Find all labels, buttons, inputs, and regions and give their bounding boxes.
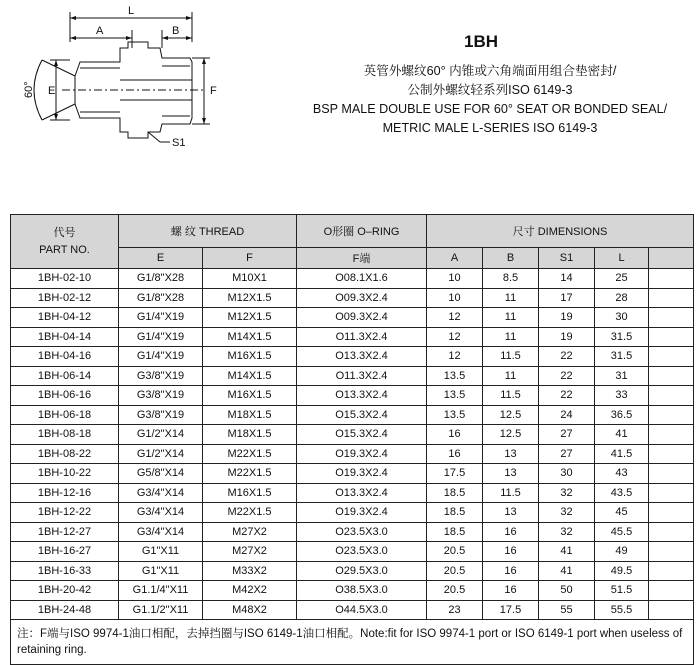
table-row <box>11 308 694 328</box>
dim-l-cell: 41 <box>595 425 649 445</box>
thread-e-cell: G1/8"X28 <box>119 288 203 308</box>
dim-a-cell: 13.5 <box>427 386 483 406</box>
dim-l-cell: 31 <box>595 366 649 386</box>
thread-e-cell: G1"X11 <box>119 561 203 581</box>
thread-e-cell: G1/2"X14 <box>119 444 203 464</box>
dim-a-label: A <box>96 25 104 37</box>
dim-l-cell: 43 <box>595 464 649 484</box>
dim-s1-cell: 30 <box>539 464 595 484</box>
spec-table <box>10 214 694 665</box>
thread-e-cell: G3/8"X19 <box>119 366 203 386</box>
oring-cell: O19.3X2.4 <box>297 464 427 484</box>
subheader-l: L <box>595 248 649 269</box>
part-no-cell: 1BH-06-18 <box>11 405 119 425</box>
dim-l-cell: 25 <box>595 269 649 289</box>
oring-cell: O08.1X1.6 <box>297 269 427 289</box>
blank-cell <box>649 444 694 464</box>
oring-cell: O11.3X2.4 <box>297 366 427 386</box>
dim-a-cell: 20.5 <box>427 542 483 562</box>
dim-l-cell: 45 <box>595 503 649 523</box>
thread-e-cell: G1/4"X19 <box>119 327 203 347</box>
dim-a-cell: 10 <box>427 288 483 308</box>
thread-f-cell: M16X1.5 <box>203 347 297 367</box>
thread-f-cell: M22X1.5 <box>203 444 297 464</box>
title-en-line-1: BSP MALE DOUBLE USE FOR 60° SEAT OR BONDED SEAL/ <box>312 102 668 116</box>
thread-e-cell: G1/4"X19 <box>119 347 203 367</box>
header-part-no <box>11 215 119 269</box>
oring-cell: O11.3X2.4 <box>297 327 427 347</box>
dim-b-cell: 12.5 <box>483 405 539 425</box>
oring-cell: O23.5X3.0 <box>297 542 427 562</box>
table-body <box>11 269 694 620</box>
dim-a-cell: 13.5 <box>427 366 483 386</box>
dim-s1-cell: 41 <box>539 542 595 562</box>
dim-l-cell: 49 <box>595 542 649 562</box>
blank-cell <box>649 269 694 289</box>
thread-e-cell: G1.1/4"X11 <box>119 581 203 601</box>
title-block <box>300 62 680 138</box>
thread-e-cell: G1/8"X28 <box>119 269 203 289</box>
dim-b-cell: 11 <box>483 327 539 347</box>
thread-f-cell: M18X1.5 <box>203 425 297 445</box>
dim-b-cell: 16 <box>483 522 539 542</box>
dim-l-cell: 51.5 <box>595 581 649 601</box>
thread-e-cell: G3/8"X19 <box>119 405 203 425</box>
dim-l-label: L <box>128 5 135 17</box>
fitting-drawing <box>20 2 220 154</box>
title-cn-line-1: 英管外螺纹60° 内锥或六角端面用组合垫密封/ <box>363 64 617 78</box>
blank-cell <box>649 522 694 542</box>
thread-f-cell: M27X2 <box>203 542 297 562</box>
part-no-cell: 1BH-16-27 <box>11 542 119 562</box>
thread-e-cell: G1/2"X14 <box>119 425 203 445</box>
thread-f-cell: M18X1.5 <box>203 405 297 425</box>
dim-a-cell: 23 <box>427 600 483 620</box>
dim-a-cell: 13.5 <box>427 405 483 425</box>
oring-cell: O38.5X3.0 <box>297 581 427 601</box>
oring-cell: O44.5X3.0 <box>297 600 427 620</box>
subheader-f-end: F端 <box>297 248 427 269</box>
dim-l-cell: 33 <box>595 386 649 406</box>
thread-f-cell: M10X1 <box>203 269 297 289</box>
table-row <box>11 600 694 620</box>
blank-cell <box>649 464 694 484</box>
thread-e-cell: G3/4"X14 <box>119 503 203 523</box>
table-note: 注：F端与ISO 9974-1油口相配，去掉挡圈与ISO 6149-1油口相配。Note:fit for ISO 9974-1 port or ISO 6149-1 port when useless of retaining ring. <box>11 620 694 665</box>
subheader-e: E <box>119 248 203 269</box>
thread-f-cell: M22X1.5 <box>203 464 297 484</box>
thread-f-cell: M14X1.5 <box>203 327 297 347</box>
dim-s1-cell: 32 <box>539 522 595 542</box>
header-dimensions: 尺寸 DIMENSIONS <box>427 215 694 248</box>
dim-b-cell: 11 <box>483 366 539 386</box>
dim-b-cell: 12.5 <box>483 425 539 445</box>
dim-b-cell: 11.5 <box>483 347 539 367</box>
blank-cell <box>649 425 694 445</box>
dim-l-cell: 41.5 <box>595 444 649 464</box>
table-row <box>11 542 694 562</box>
table-row <box>11 347 694 367</box>
thread-f-cell: M27X2 <box>203 522 297 542</box>
dim-s1-cell: 55 <box>539 600 595 620</box>
dim-s1-cell: 41 <box>539 561 595 581</box>
part-no-cell: 1BH-06-16 <box>11 386 119 406</box>
blank-cell <box>649 366 694 386</box>
dim-f-label: F <box>210 85 217 97</box>
part-no-cell: 1BH-06-14 <box>11 366 119 386</box>
dim-s1-cell: 14 <box>539 269 595 289</box>
oring-cell: O13.3X2.4 <box>297 386 427 406</box>
table-row <box>11 405 694 425</box>
thread-f-cell: M22X1.5 <box>203 503 297 523</box>
oring-cell: O13.3X2.4 <box>297 347 427 367</box>
dim-a-cell: 12 <box>427 327 483 347</box>
dim-b-cell: 11 <box>483 288 539 308</box>
dim-s1-cell: 32 <box>539 503 595 523</box>
dim-s1-cell: 19 <box>539 327 595 347</box>
blank-cell <box>649 483 694 503</box>
dim-a-cell: 20.5 <box>427 561 483 581</box>
oring-cell: O15.3X2.4 <box>297 405 427 425</box>
part-no-cell: 1BH-12-16 <box>11 483 119 503</box>
dim-s1-cell: 50 <box>539 581 595 601</box>
table-row <box>11 288 694 308</box>
dim-b-cell: 13 <box>483 444 539 464</box>
table-row <box>11 425 694 445</box>
dim-s1-cell: 22 <box>539 386 595 406</box>
dim-a-cell: 12 <box>427 347 483 367</box>
subheader-b: B <box>483 248 539 269</box>
header-oring: O形圈 O–RING <box>297 215 427 248</box>
oring-cell: O09.3X2.4 <box>297 308 427 328</box>
dim-a-cell: 18.5 <box>427 522 483 542</box>
part-no-cell: 1BH-10-22 <box>11 464 119 484</box>
oring-cell: O09.3X2.4 <box>297 288 427 308</box>
dim-b-cell: 16 <box>483 561 539 581</box>
oring-cell: O23.5X3.0 <box>297 522 427 542</box>
subheader-s1: S1 <box>539 248 595 269</box>
dim-l-cell: 30 <box>595 308 649 328</box>
blank-cell <box>649 308 694 328</box>
part-no-cell: 1BH-24-48 <box>11 600 119 620</box>
part-no-cell: 1BH-08-22 <box>11 444 119 464</box>
dim-l-cell: 49.5 <box>595 561 649 581</box>
dim-s1-label: S1 <box>172 137 186 149</box>
part-no-cell: 1BH-02-12 <box>11 288 119 308</box>
table-row <box>11 327 694 347</box>
blank-cell <box>649 542 694 562</box>
dim-b-label: B <box>172 25 180 37</box>
header-thread: 螺 纹 THREAD <box>119 215 297 248</box>
title-en-line-2: METRIC MALE L-SERIES ISO 6149-3 <box>382 121 598 135</box>
thread-e-cell: G1/4"X19 <box>119 308 203 328</box>
dim-a-cell: 18.5 <box>427 503 483 523</box>
part-no-cell: 1BH-04-14 <box>11 327 119 347</box>
dim-l-cell: 28 <box>595 288 649 308</box>
blank-cell <box>649 581 694 601</box>
oring-cell: O13.3X2.4 <box>297 483 427 503</box>
dim-s1-cell: 32 <box>539 483 595 503</box>
blank-cell <box>649 600 694 620</box>
dim-s1-cell: 27 <box>539 425 595 445</box>
dim-b-cell: 13 <box>483 464 539 484</box>
dim-s1-cell: 24 <box>539 405 595 425</box>
oring-cell: O19.3X2.4 <box>297 444 427 464</box>
blank-cell <box>649 405 694 425</box>
table-row <box>11 366 694 386</box>
dim-a-cell: 20.5 <box>427 581 483 601</box>
dim-l-cell: 31.5 <box>595 327 649 347</box>
dim-b-cell: 11.5 <box>483 386 539 406</box>
part-no-cell: 1BH-04-12 <box>11 308 119 328</box>
dim-a-cell: 16 <box>427 425 483 445</box>
dim-l-cell: 31.5 <box>595 347 649 367</box>
table-row <box>11 444 694 464</box>
dim-a-cell: 12 <box>427 308 483 328</box>
table-row <box>11 483 694 503</box>
table-row <box>11 522 694 542</box>
dim-l-cell: 43.5 <box>595 483 649 503</box>
table-row <box>11 561 694 581</box>
thread-f-cell: M16X1.5 <box>203 386 297 406</box>
oring-cell: O19.3X2.4 <box>297 503 427 523</box>
table-row <box>11 386 694 406</box>
thread-e-cell: G3/4"X14 <box>119 483 203 503</box>
table-row <box>11 464 694 484</box>
dim-b-cell: 17.5 <box>483 600 539 620</box>
part-no-cell: 1BH-02-10 <box>11 269 119 289</box>
thread-f-cell: M33X2 <box>203 561 297 581</box>
table-row <box>11 503 694 523</box>
blank-cell <box>649 386 694 406</box>
thread-e-cell: G3/4"X14 <box>119 522 203 542</box>
dim-b-cell: 11.5 <box>483 483 539 503</box>
subheader-blank <box>649 248 694 269</box>
dim-a-cell: 17.5 <box>427 464 483 484</box>
part-no-cell: 1BH-12-27 <box>11 522 119 542</box>
blank-cell <box>649 347 694 367</box>
blank-cell <box>649 503 694 523</box>
dim-s1-cell: 22 <box>539 366 595 386</box>
thread-e-cell: G3/8"X19 <box>119 386 203 406</box>
table-row <box>11 581 694 601</box>
dim-b-cell: 8.5 <box>483 269 539 289</box>
part-no-cell: 1BH-16-33 <box>11 561 119 581</box>
thread-f-cell: M42X2 <box>203 581 297 601</box>
thread-f-cell: M16X1.5 <box>203 483 297 503</box>
subheader-a: A <box>427 248 483 269</box>
blank-cell <box>649 561 694 581</box>
dim-a-cell: 10 <box>427 269 483 289</box>
dim-e-label: E <box>48 85 56 97</box>
oring-cell: O29.5X3.0 <box>297 561 427 581</box>
dim-a-cell: 16 <box>427 444 483 464</box>
dim-l-cell: 36.5 <box>595 405 649 425</box>
thread-f-cell: M14X1.5 <box>203 366 297 386</box>
subheader-f: F <box>203 248 297 269</box>
oring-cell: O15.3X2.4 <box>297 425 427 445</box>
angle-label: 60° <box>23 81 35 98</box>
dim-b-cell: 16 <box>483 542 539 562</box>
dim-s1-cell: 22 <box>539 347 595 367</box>
thread-e-cell: G1.1/2"X11 <box>119 600 203 620</box>
thread-e-cell: G1"X11 <box>119 542 203 562</box>
thread-f-cell: M12X1.5 <box>203 308 297 328</box>
part-no-cell: 1BH-20-42 <box>11 581 119 601</box>
table-row <box>11 269 694 289</box>
thread-e-cell: G5/8"X14 <box>119 464 203 484</box>
dim-l-cell: 55.5 <box>595 600 649 620</box>
dim-b-cell: 16 <box>483 581 539 601</box>
dim-s1-cell: 17 <box>539 288 595 308</box>
dim-s1-cell: 19 <box>539 308 595 328</box>
blank-cell <box>649 327 694 347</box>
dim-s1-cell: 27 <box>539 444 595 464</box>
thread-f-cell: M48X2 <box>203 600 297 620</box>
blank-cell <box>649 288 694 308</box>
dim-l-cell: 45.5 <box>595 522 649 542</box>
part-code: 1BH <box>463 32 498 51</box>
title-cn-line-2: 公制外螺纹轻系列ISO 6149-3 <box>407 83 573 97</box>
dim-b-cell: 11 <box>483 308 539 328</box>
header-part-cn: 代号 <box>53 226 76 239</box>
thread-f-cell: M12X1.5 <box>203 288 297 308</box>
part-no-cell: 1BH-12-22 <box>11 503 119 523</box>
part-no-cell: 1BH-08-18 <box>11 425 119 445</box>
dim-a-cell: 18.5 <box>427 483 483 503</box>
part-no-cell: 1BH-04-16 <box>11 347 119 367</box>
dim-b-cell: 13 <box>483 503 539 523</box>
header-part-en: PART NO. <box>39 243 90 256</box>
